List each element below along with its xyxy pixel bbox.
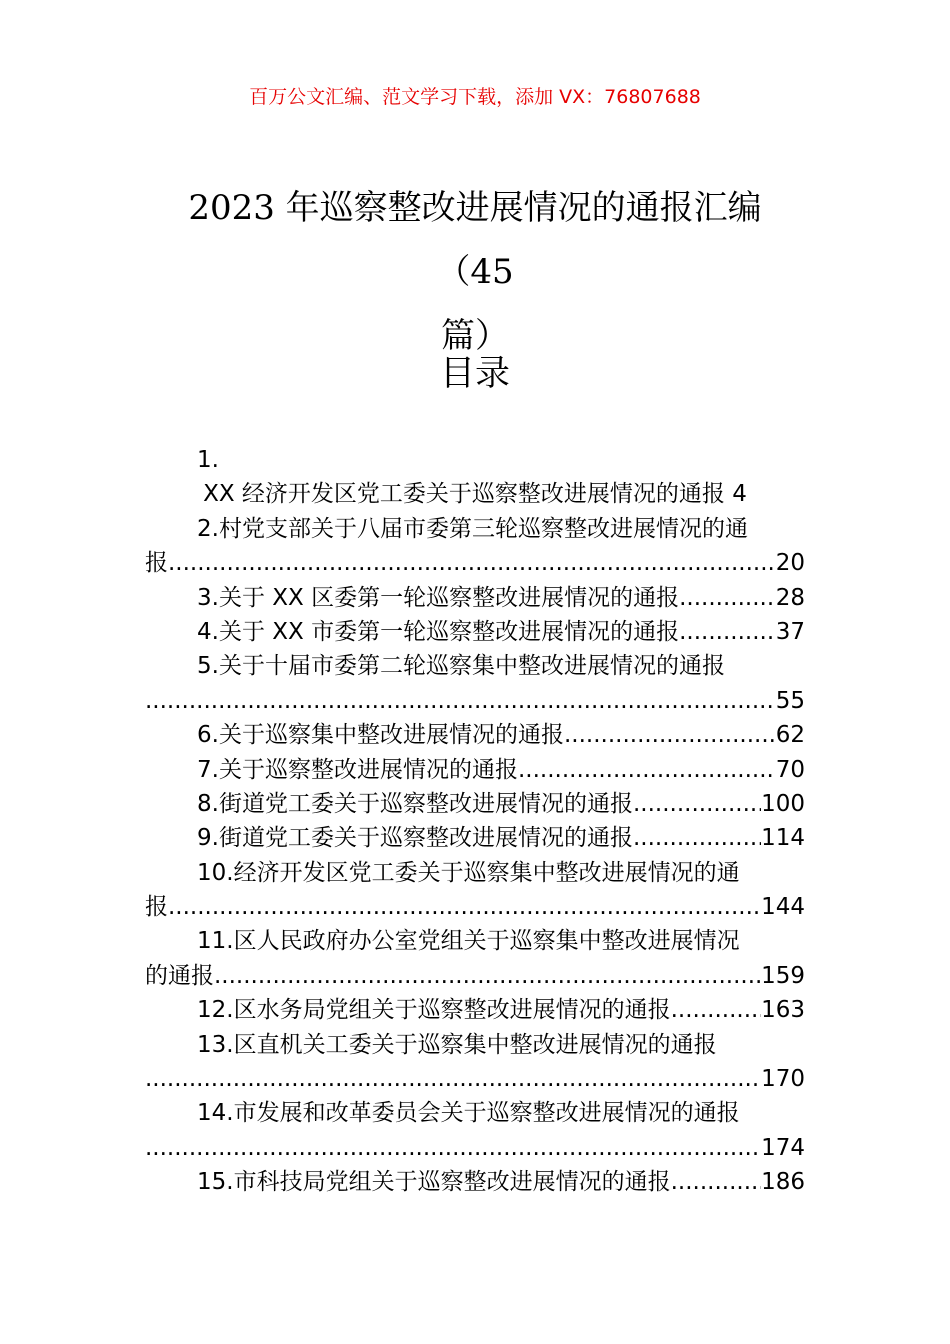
toc-entry-title: 6.关于巡察集中整改进展情况的通报 (197, 722, 564, 749)
toc-page-number: 20 (775, 550, 805, 577)
toc-page-number: 55 (775, 687, 805, 714)
toc-entry-title: 9.街道党工委关于巡察整改进展情况的通报 (197, 825, 633, 852)
toc-page-number: 114 (761, 825, 805, 852)
toc-leader-dots (633, 787, 761, 821)
toc-entry[interactable] (145, 1165, 805, 1199)
toc-entry-title: 7.关于巡察整改进展情况的通报 (197, 756, 518, 783)
document-title (150, 176, 800, 368)
toc-entry[interactable] (145, 649, 805, 718)
toc-entry-title: XX 经济开发区党工委关于巡察整改进展情况的通报 4 (203, 481, 747, 508)
toc-entry[interactable] (145, 924, 805, 993)
toc-page-number: 62 (775, 722, 805, 749)
toc-entry-title: 13.区直机关工委关于巡察集中整改进展情况的通报 (197, 1031, 717, 1058)
toc-entry-title: 11.区人民政府办公室党组关于巡察集中整改进展情况 (197, 928, 740, 955)
toc-entry-title: 4.关于 XX 市委第一轮巡察整改进展情况的通报 (197, 618, 680, 645)
toc-page-number: 170 (761, 1066, 805, 1093)
toc-entry-title: 12.区水务局党组关于巡察整改进展情况的通报 (197, 997, 671, 1024)
toc-entry-title-cont: 报 (145, 550, 168, 577)
toc-entry[interactable] (145, 753, 805, 787)
toc-entry[interactable] (145, 615, 805, 649)
toc-leader-dots (671, 993, 762, 1027)
toc-leader-dots (518, 753, 776, 787)
toc-entry[interactable] (145, 718, 805, 752)
toc-heading: 目录 (439, 354, 510, 394)
toc-entry[interactable] (145, 581, 805, 615)
toc-leader-dots (145, 1062, 761, 1096)
toc-page-number: 144 (761, 894, 805, 921)
toc-entry-title: 5.关于十届市委第二轮巡察集中整改进展情况的通报 (197, 653, 725, 680)
toc-page-number: 28 (775, 584, 805, 611)
toc-entry-title: 15.市科技局党组关于巡察整改进展情况的通报 (197, 1169, 671, 1196)
toc-page-number: 186 (761, 1169, 805, 1196)
toc-entry[interactable] (145, 821, 805, 855)
toc-leader-dots (679, 581, 776, 615)
table-of-contents (145, 443, 805, 1200)
toc-entry[interactable] (145, 787, 805, 821)
toc-page-number: 70 (775, 756, 805, 783)
toc-leader-dots (168, 890, 761, 924)
toc-entry-title-cont: 的通报 (145, 962, 214, 989)
toc-entry[interactable] (145, 1096, 805, 1165)
toc-entry-title: 10.经济开发区党工委关于巡察集中整改进展情况的通 (197, 859, 740, 886)
toc-leader-dots (145, 684, 776, 718)
toc-page-number: 163 (761, 997, 805, 1024)
toc-page-number: 159 (761, 962, 805, 989)
document-title-line-1: 2023 年巡察整改进展情况的通报汇编（45 (188, 188, 762, 292)
toc-leader-dots (145, 1131, 761, 1165)
toc-entry-title: 14.市发展和改革委员会关于巡察整改进展情况的通报 (197, 1100, 740, 1127)
toc-page-number: 37 (775, 618, 805, 645)
toc-entry[interactable] (145, 512, 805, 581)
download-banner: 百万公文汇编、范文学习下载，添加 VX：76807688 (249, 86, 701, 108)
toc-page-number: 100 (761, 790, 805, 817)
toc-leader-dots (564, 718, 776, 752)
toc-leader-dots (214, 959, 761, 993)
toc-entry-number: 1. (197, 447, 219, 473)
toc-entry-title: 2.村党支部关于八届市委第三轮巡察整改进展情况的通 (197, 515, 748, 542)
toc-entry[interactable] (145, 856, 805, 925)
toc-entry[interactable] (145, 1028, 805, 1097)
toc-leader-dots (671, 1165, 762, 1199)
document-title-line-2: 篇） (441, 316, 509, 356)
toc-leader-dots (168, 546, 776, 580)
toc-entry[interactable] (145, 443, 805, 512)
toc-leader-dots (679, 615, 776, 649)
toc-entry[interactable] (145, 993, 805, 1027)
toc-entry-title: 3.关于 XX 区委第一轮巡察整改进展情况的通报 (197, 584, 680, 611)
toc-leader-dots (633, 821, 761, 855)
toc-entry-title: 8.街道党工委关于巡察整改进展情况的通报 (197, 790, 633, 817)
toc-entry-title-cont: 报 (145, 894, 168, 921)
toc-page-number: 174 (761, 1134, 805, 1161)
